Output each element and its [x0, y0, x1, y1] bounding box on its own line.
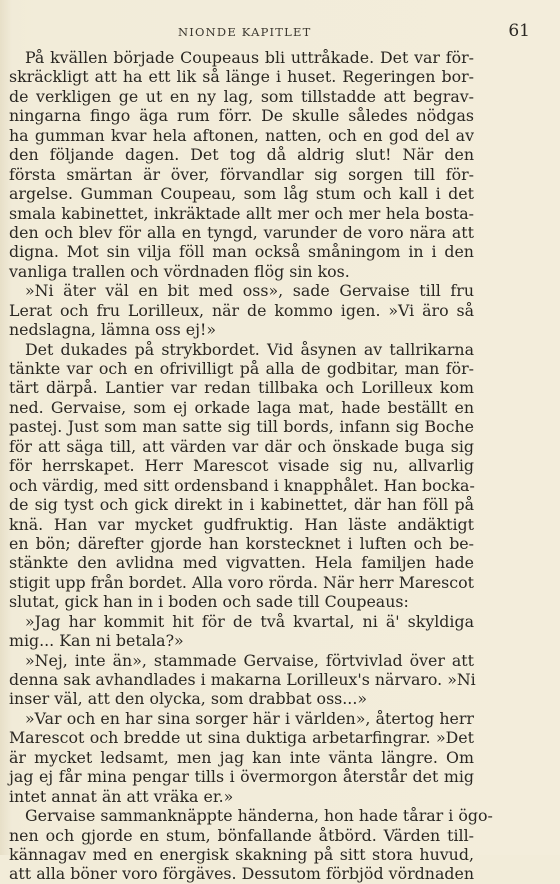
- text-line: tänkte var och en ofrivilligt på alla de godbitar, man för-: [9, 359, 474, 378]
- text-line: nen och gjorde en stum, bönfallande åtbörd. Värden till-: [9, 825, 474, 845]
- text-line: vanliga trallen och vördnaden flög sin kos.: [9, 261, 350, 281]
- text-line: de verkligen ge ut en ny lag, som tillstadde att begrav-: [9, 86, 474, 106]
- text-line: Gervaise sammanknäppte händerna, hon hade tårar i ögo-: [25, 806, 493, 826]
- text-line: mig... Kan ni betala?»: [9, 631, 184, 651]
- text-line: kännagav med en energisk skakning på sitt stora huvud,: [9, 844, 474, 864]
- text-line: »Jag har kommit hit för de två kvartal, ni ä' skyldiga: [25, 611, 474, 631]
- text-line: första smärtan är över, förvandlar sig sorgen till för-: [9, 164, 474, 184]
- text-line: På kvällen började Coupeaus bli uttråkade. Det var för-: [25, 48, 474, 67]
- page-number: 61: [508, 21, 530, 41]
- text-line: den och blev för alla en tyngd, varunder de voro nära att: [9, 222, 474, 242]
- text-line: en bön; därefter gjorde han korstecknet i luften och be-: [9, 533, 474, 553]
- text-line: Lerat och fru Lorilleux, när de kommo igen. »Vi äro så: [9, 300, 474, 320]
- text-line: för att säga till, att värden var där och önskade buga sig: [9, 436, 474, 456]
- text-line: är mycket ledsamt, men jag kan inte vänta längre. Om: [9, 747, 474, 767]
- text-line: tärt därpå. Lantier var redan tillbaka och Lorilleux kom: [9, 378, 474, 398]
- text-line: argelse. Gumman Coupeau, som låg stum och kall i det: [9, 184, 474, 204]
- text-line: »Ni äter väl en bit med oss», sade Gervaise till fru: [25, 281, 474, 301]
- text-line: ningarna fingo äga rum förr. De skulle således nödgas: [9, 106, 474, 126]
- text-line: ned. Gervaise, som ej orkade laga mat, hade beställt en: [9, 397, 474, 417]
- text-line: skräckligt att ha ett lik så länge i huset. Regeringen bor-: [9, 67, 474, 87]
- text-line: digna. Mot sin vilja föll man också småningom in i den: [9, 242, 474, 262]
- text-line: Marescot och bredde ut sina duktiga arbetarfingrar. »Det: [9, 728, 474, 748]
- text-line: pastej. Just som man satte sig till bords, infann sig Boche: [9, 417, 474, 437]
- text-line: inser väl, att den olycka, som drabbat oss...»: [9, 689, 368, 709]
- text-line: att alla böner voro förgäves. Dessutom förbjöd vördnaden: [9, 864, 474, 884]
- text-line: de sig tyst och gick direkt in i kabinettet, där han föll på: [9, 495, 474, 515]
- text-line: slutat, gick han in i boden och sade till Coupeaus:: [9, 592, 409, 612]
- text-line: knä. Han var mycket gudfruktig. Han läste andäktigt: [9, 514, 474, 534]
- text-line: den följande dagen. Det tog då aldrig slut! När den: [9, 145, 474, 165]
- text-line: »Var och en har sina sorger här i världen», återtog herr: [25, 708, 474, 728]
- text-line: för herrskapet. Herr Marescot visade sig nu, allvarlig: [9, 456, 474, 476]
- text-line: stigit upp från bordet. Alla voro rörda. När herr Marescot: [9, 572, 474, 592]
- text-line: denna sak avhandlades i makarna Lorilleux's närvaro. »Ni: [9, 670, 476, 689]
- text-line: smala kabinettet, inkräktade allt mer och mer hela bosta-: [9, 203, 474, 223]
- running-head: NIONDE KAPITLET: [178, 25, 312, 39]
- text-line: stänkte den avlidna med vigvatten. Hela familjen hade: [9, 553, 474, 573]
- text-line: nedslagna, lämna oss ej!»: [9, 320, 217, 340]
- text-line: Det dukades på strykbordet. Vid åsynen av tallrikarna: [25, 339, 474, 359]
- text-line: »Nej, inte än», stammade Gervaise, förtvivlad över att: [25, 650, 474, 670]
- body-text: [9, 48, 493, 884]
- text-line: och värdig, med sitt ordensband i knapphålet. Han bocka-: [9, 475, 475, 495]
- text-line: ha gumman kvar hela aftonen, natten, och en god del av: [9, 125, 474, 145]
- page-header: [8, 22, 530, 42]
- text-line: intet annat än att vräka er.»: [9, 786, 234, 806]
- text-line: jag ej får mina pengar tills i övermorgon återstår det mig: [9, 767, 474, 787]
